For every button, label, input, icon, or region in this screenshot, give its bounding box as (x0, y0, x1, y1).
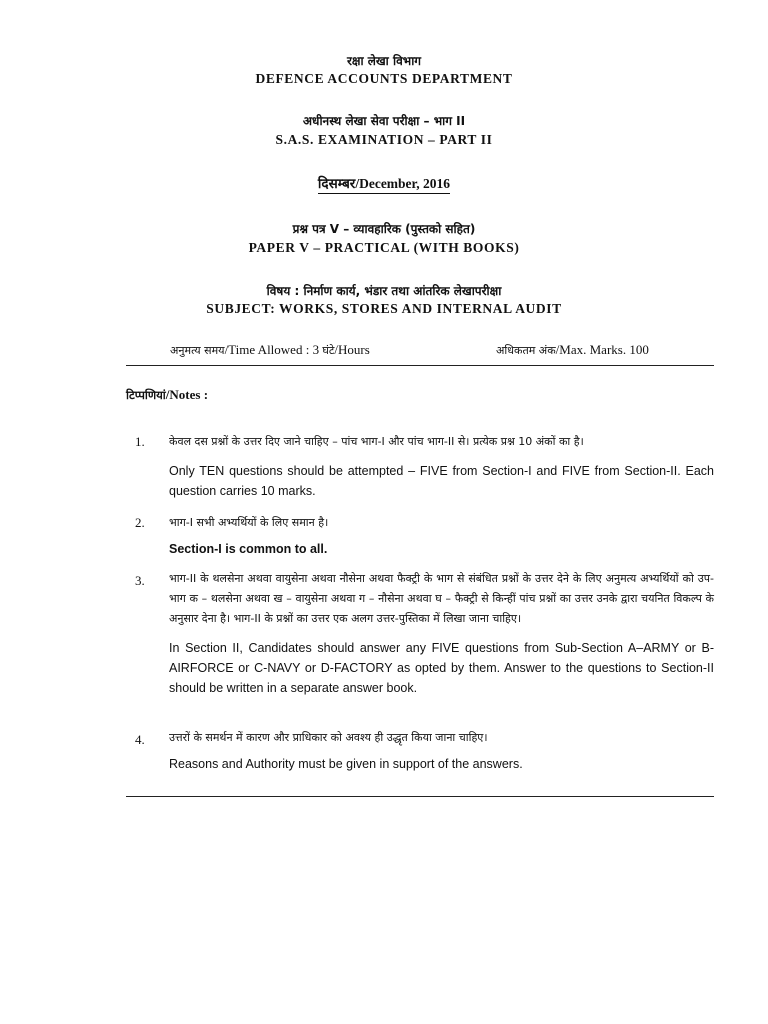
note-english: Reasons and Authority must be given in support of the answers. (169, 757, 523, 771)
note-hindi: भाग-II के थलसेना अथवा वायुसेना अथवा नौसेना अथवा फैक्ट्री के भाग से संबंधित प्रश्नों के उत्तर देने के लिए अनुमत्य अभ्यर्थियों को उप-भाग क – थलसेना अथवा ख – वायुसेना अथवा ग – नौसेना अथवा घ – फैक्ट्री से किन्हीं पांच प्रश्नों का उत्तर उनके द्वारा चयनित विकल्प के अनुसार देना है। भाग-II के प्रश्नों का उत्तर एक अलग उत्तर-पुस्तिका में लिखा जाना चाहिए। (169, 572, 714, 625)
paper-hindi: प्रश्न पत्र V – व्यावहारिक (पुस्तको सहित) (292, 222, 476, 236)
notes-heading-english: /Notes : (165, 387, 209, 402)
subject-hindi: विषय : निर्माण कार्य, भंडार तथा आंतरिक लेखापरीक्षा (266, 284, 502, 298)
notes-heading-hindi: टिप्पणियां (126, 388, 166, 402)
time-allowed-hindi: अनुमत्य समय (170, 344, 225, 357)
max-marks-english: /Max. Marks. 100 (555, 342, 649, 357)
divider-top (126, 365, 714, 366)
exam-date: दिसम्बर/December, 2016 (318, 174, 450, 194)
exam-hindi: अधीनस्थ लेखा सेवा परीक्षा – भाग II (302, 114, 466, 128)
note-number: 1. (135, 434, 145, 449)
subject-english: SUBJECT: WORKS, STORES AND INTERNAL AUDIT (206, 301, 562, 316)
note-english: Section-I is common to all. (169, 542, 328, 556)
paper-english: PAPER V – PRACTICAL (WITH BOOKS) (248, 240, 520, 255)
note-hindi: उत्तरों के समर्थन में कारण और प्राधिकार को अवश्य ही उद्धृत किया जाना चाहिए। (169, 731, 488, 744)
divider-bottom (126, 796, 714, 797)
exam-date-line (0, 174, 768, 194)
note-number: 4. (135, 732, 145, 747)
note-number: 2. (135, 515, 145, 530)
note-number: 3. (135, 573, 145, 588)
note-english: In Section II, Candidates should answer any FIVE questions from Sub-Section A–ARMY or B-AIRFORCE or C-NAVY or D-FACTORY as opted by them. Answer to the questions to Section-II should be written in a separate answer book. (169, 641, 714, 695)
hours-hindi: घंटे (322, 344, 335, 357)
hours-english: /Hours (334, 342, 370, 357)
max-marks (496, 342, 649, 358)
dept-hindi: रक्षा लेखा विभाग (346, 54, 422, 68)
max-marks-hindi: अधिकतम अंक (496, 344, 556, 357)
time-marks-row (126, 342, 714, 360)
note-hindi: केवल दस प्रश्नों के उत्तर दिए जाने चाहिए – पांच भाग-I और पांच भाग-II से। प्रत्येक प्रश्न 10 अंकों का है। (169, 435, 584, 448)
note-english: Only TEN questions should be attempted – FIVE from Section-I and FIVE from Section-II. Each question carries 10 marks. (169, 464, 714, 498)
note-item (169, 432, 714, 501)
time-allowed (170, 342, 370, 358)
dept-english: DEFENCE ACCOUNTS DEPARTMENT (255, 71, 513, 86)
note-item (169, 513, 714, 559)
exam-english: S.A.S. EXAMINATION – PART II (275, 132, 493, 147)
note-item (169, 728, 714, 774)
note-item (169, 569, 714, 698)
time-allowed-english: /Time Allowed : 3 (224, 342, 323, 357)
note-hindi: भाग-I सभी अभ्यर्थियों के लिए समान है। (169, 516, 329, 529)
notes-heading (126, 387, 208, 403)
